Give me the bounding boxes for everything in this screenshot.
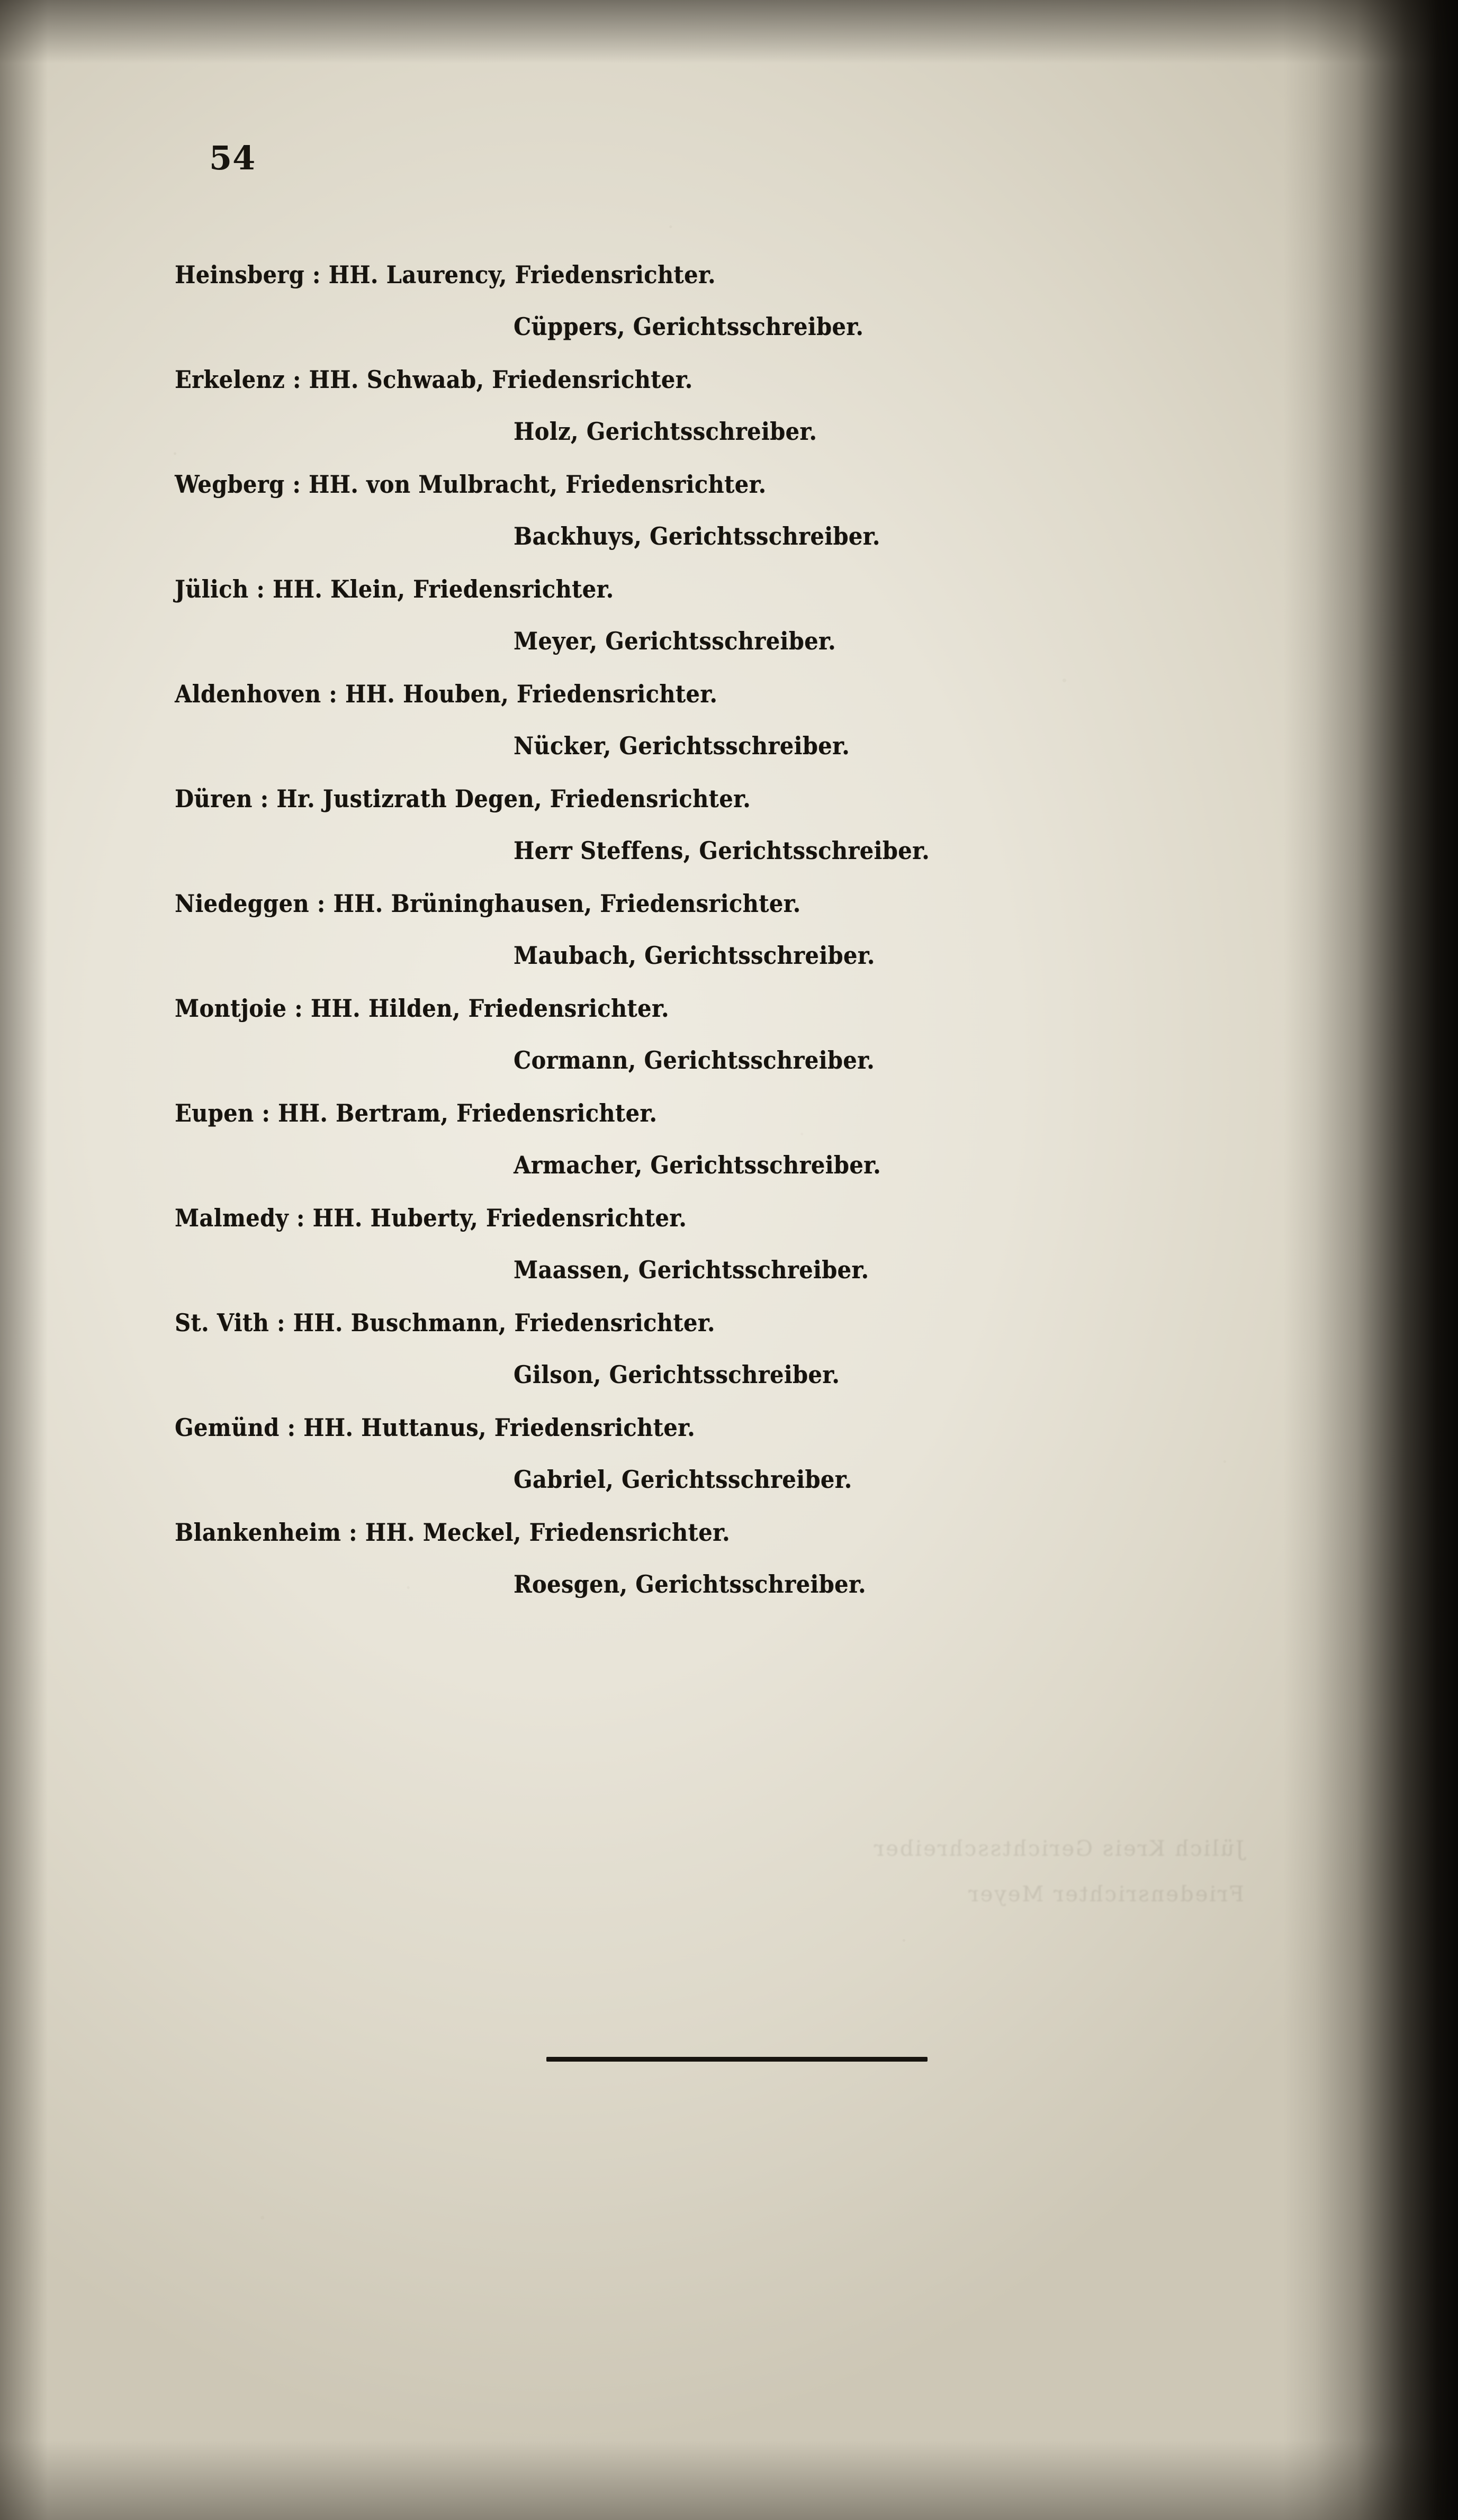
entry-clerk-line: Maubach, Gerichtsschreiber. <box>514 941 875 970</box>
entry-main-line: Heinsberg : HH. Laurency, Friedensrichter. <box>175 260 716 289</box>
entry-main-line: Montjoie : HH. Hilden, Friedensrichter. <box>175 994 669 1023</box>
list-item <box>175 1297 1212 1401</box>
entry-clerk-line: Herr Steffens, Gerichtsschreiber. <box>514 836 930 865</box>
entry-main-line: Aldenhoven : HH. Houben, Friedensrichter. <box>175 680 718 708</box>
list-item <box>175 982 1212 1086</box>
entry-main-line: Düren : Hr. Justizrath Degen, Friedensrichter. <box>175 784 751 813</box>
entry-clerk-line: Cormann, Gerichtsschreiber. <box>514 1046 875 1074</box>
entry-main-line: Jülich : HH. Klein, Friedensrichter. <box>175 575 614 603</box>
entry-clerk-line: Meyer, Gerichtsschreiber. <box>514 627 836 655</box>
horizontal-rule <box>546 2057 928 2062</box>
entry-main-line: Malmedy : HH. Huberty, Friedensrichter. <box>175 1204 687 1232</box>
list-item <box>175 563 1212 667</box>
court-officials-list <box>175 249 1212 1611</box>
entry-clerk-line: Gabriel, Gerichtsschreiber. <box>514 1465 852 1494</box>
entry-main-line: Eupen : HH. Bertram, Friedensrichter. <box>175 1099 658 1127</box>
list-item <box>175 668 1212 772</box>
entry-clerk-line: Cüppers, Gerichtsschreiber. <box>514 312 864 341</box>
entry-main-line: Wegberg : HH. von Mulbracht, Friedensrichter. <box>175 470 767 499</box>
entry-clerk-line: Backhuys, Gerichtsschreiber. <box>514 522 880 550</box>
entry-clerk-line: Nücker, Gerichtsschreiber. <box>514 731 850 760</box>
list-item <box>175 1192 1212 1296</box>
entry-main-line: Erkelenz : HH. Schwaab, Friedensrichter. <box>175 365 693 394</box>
list-item <box>175 354 1212 457</box>
bleed-through-text: Jülich Kreis Gerichtsschreiber Friedensrichter Meyer <box>872 1837 1244 1907</box>
page-number: 54 <box>209 139 256 177</box>
entry-main-line: Gemünd : HH. Huttanus, Friedensrichter. <box>175 1413 696 1442</box>
list-item <box>175 878 1212 981</box>
entry-main-line: St. Vith : HH. Buschmann, Friedensrichter. <box>175 1308 715 1337</box>
entry-clerk-line: Armacher, Gerichtsschreiber. <box>514 1151 881 1179</box>
list-item <box>175 1402 1212 1505</box>
entry-clerk-line: Holz, Gerichtsschreiber. <box>514 417 817 446</box>
entry-clerk-line: Roesgen, Gerichtsschreiber. <box>514 1570 866 1598</box>
list-item <box>175 773 1212 877</box>
entry-main-line: Blankenheim : HH. Meckel, Friedensrichter. <box>175 1518 730 1547</box>
list-item <box>175 249 1212 353</box>
list-item <box>175 458 1212 562</box>
list-item <box>175 1506 1212 1610</box>
entry-main-line: Niedeggen : HH. Brüninghausen, Friedensrichter. <box>175 889 801 918</box>
list-item <box>175 1087 1212 1191</box>
entry-clerk-line: Maassen, Gerichtsschreiber. <box>514 1256 869 1284</box>
entry-clerk-line: Gilson, Gerichtsschreiber. <box>514 1360 840 1389</box>
